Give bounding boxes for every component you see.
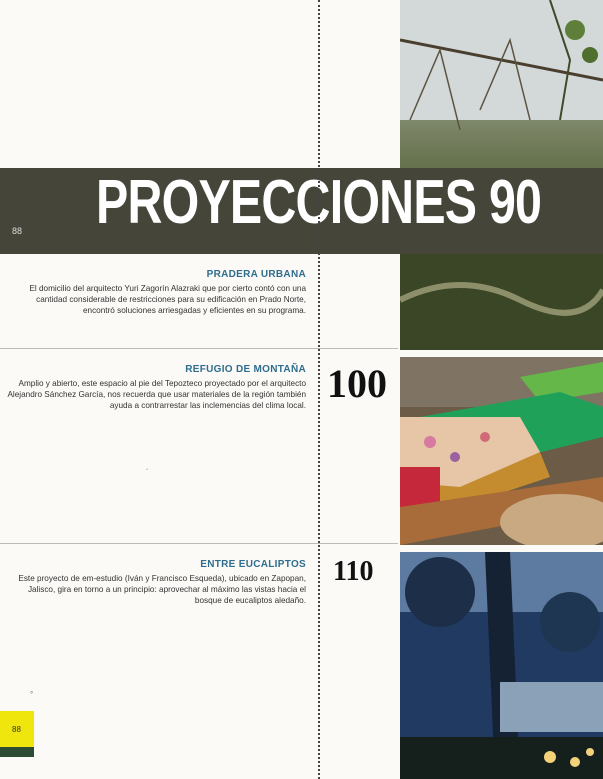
section-body: Amplio y abierto, este espacio al pie del Tepozteco proyectado por el arquitecto Alejandro Sánchez García, nos recuerda que usar materiales de la región también ayuda a contrarrestar las inclemencias del clima local. <box>7 379 306 410</box>
page-reference-number: 110 <box>333 556 374 587</box>
page-tab-stripe <box>0 747 34 757</box>
photo-refugio-de-montana <box>400 357 603 545</box>
section-body: El domicilio del arquitecto Yuri Zagorín Alazraki que por cierto contó con una cantidad considerable de restricciones para su edificación en Prado Norte, encontró soluciones arriesgadas y eficientes en su programa. <box>29 284 306 315</box>
section-divider <box>0 348 398 349</box>
section-title: ENTRE EUCALIPTOS <box>200 559 306 570</box>
stray-mark: ° <box>30 690 34 699</box>
dotted-divider <box>318 0 320 779</box>
band-page-number: 88 <box>12 226 23 236</box>
page-reference-number: 100 <box>327 361 387 406</box>
eucalyptus-illustration <box>400 552 603 779</box>
section-entre-eucaliptos <box>2 559 306 606</box>
photo-entre-eucaliptos <box>400 552 603 779</box>
page-tab <box>0 711 34 747</box>
section-title: REFUGIO DE MONTAÑA <box>185 364 306 375</box>
cushions-illustration <box>400 357 603 545</box>
section-divider <box>0 543 398 544</box>
section-title: PRADERA URBANA <box>206 269 306 280</box>
footer-page-number: 88 <box>12 725 21 734</box>
section-pradera-urbana <box>2 269 306 316</box>
section-refugio-de-montana <box>2 364 306 411</box>
section-body: Este proyecto de em-estudio (Iván y Francisco Esqueda), ubicado en Zapopan, Jalisco, gira en torno a un principio: aprovechar al máximo las vistas hacia el bosque de eucaliptos aledaño. <box>18 574 306 605</box>
page-title: PROYECCIONES 90 <box>96 168 542 237</box>
stray-mark: ´ <box>146 468 149 477</box>
